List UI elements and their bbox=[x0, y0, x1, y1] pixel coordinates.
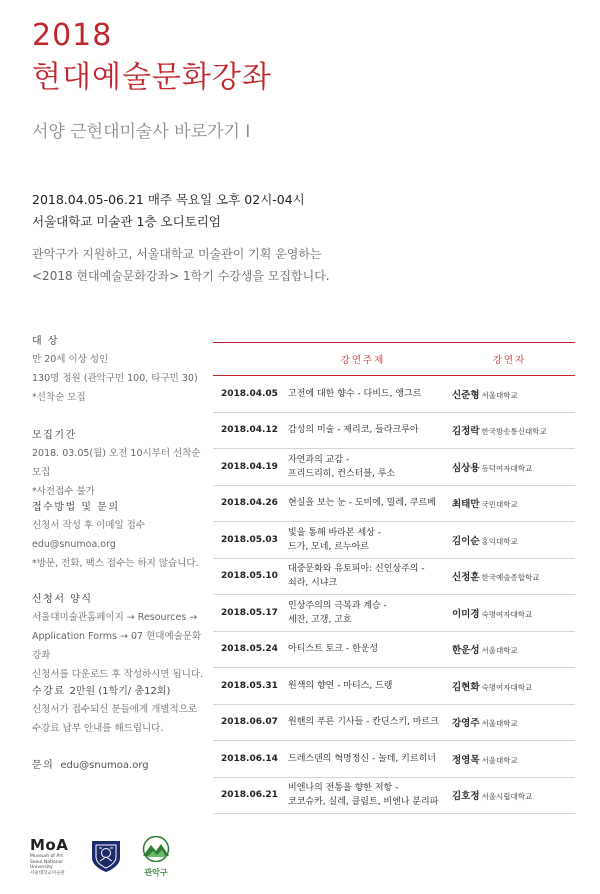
page-subtitle: 서양 근현대미술사 바로가기 Ⅰ bbox=[32, 122, 251, 142]
moa-logo-mark: MoA bbox=[30, 836, 69, 854]
info-fee-line: 신청서가 접수되신 분들에게 개별적으로 bbox=[32, 704, 198, 715]
schedule-lecturer bbox=[444, 558, 575, 595]
schedule-row bbox=[213, 741, 575, 778]
contact-email-link[interactable]: edu@snumoa.org bbox=[60, 760, 149, 771]
lecturer-name: 김이순 bbox=[452, 535, 480, 547]
schedule-row bbox=[213, 595, 575, 632]
schedule-header-topic: 강연주제 bbox=[282, 343, 444, 376]
schedule-row bbox=[213, 558, 575, 595]
moa-logo-sub: Seoul National University bbox=[30, 859, 63, 870]
schedule-row bbox=[213, 412, 575, 449]
schedule-lecturer bbox=[444, 741, 575, 778]
schedule-row bbox=[213, 777, 575, 814]
lecturer-name: 심상용 bbox=[452, 462, 480, 474]
schedule-topic-line: 세잔, 고갱, 고흐 bbox=[288, 614, 352, 625]
schedule-lecturer bbox=[444, 777, 575, 814]
schedule-header-date bbox=[213, 343, 282, 376]
info-form-line: 서울대미술관홈페이지 → Resources → bbox=[32, 612, 198, 623]
schedule-topic-line: 프리드리히, 컨스터블, 루소 bbox=[288, 468, 396, 479]
schedule-lecturer bbox=[444, 412, 575, 449]
info-form bbox=[32, 592, 207, 684]
schedule-topic bbox=[282, 485, 444, 522]
info-target bbox=[32, 334, 207, 407]
gwanak-logo bbox=[138, 836, 174, 878]
schedule-topic-line: 아티스트 토크 - 한운성 bbox=[288, 644, 379, 655]
schedule-lecturer bbox=[444, 376, 575, 413]
info-form-line: 신청서를 다운로드 후 작성하시면 됩니다. bbox=[32, 669, 204, 680]
schedule-lecturer bbox=[444, 485, 575, 522]
lecturer-name: 신준형 bbox=[452, 389, 480, 401]
schedule-date: 2018.06.14 bbox=[213, 741, 282, 778]
moa-logo-sub: Museum of Art bbox=[30, 854, 63, 859]
schedule-lecturer bbox=[444, 449, 575, 486]
schedule-row bbox=[213, 449, 575, 486]
info-target-line: 130명 정원 (관악구민 100, 타구민 30) bbox=[32, 373, 198, 384]
schedule-topic bbox=[282, 449, 444, 486]
schedule-date: 2018.06.07 bbox=[213, 704, 282, 741]
gwanak-mountain-icon bbox=[138, 836, 174, 862]
schedule-table bbox=[213, 342, 575, 814]
schedule-topic bbox=[282, 412, 444, 449]
lecturer-affiliation: 서울대학교 bbox=[481, 646, 518, 656]
lecturer-affiliation: 한국예술종합학교 bbox=[481, 573, 540, 583]
event-venue: 서울대학교 미술관 1층 오디토리엄 bbox=[32, 214, 221, 229]
schedule-topic-line: 쇠라, 시냐크 bbox=[288, 578, 338, 589]
lecturer-name: 한운성 bbox=[452, 645, 480, 657]
schedule-topic bbox=[282, 558, 444, 595]
page-title: 현대예술문화강좌 bbox=[32, 60, 272, 95]
info-fee-price: 2만원 (1학기/ 총12회) bbox=[69, 686, 171, 697]
info-period-line: *사전접수 불가 bbox=[32, 486, 95, 497]
schedule-body bbox=[213, 376, 575, 814]
schedule-topic bbox=[282, 631, 444, 668]
schedule-header-row bbox=[213, 343, 575, 376]
info-target-line: *선착순 모집 bbox=[32, 392, 86, 403]
intro-text-line1: 관악구가 지원하고, 서울대학교 미술관이 기획 운영하는 bbox=[32, 247, 322, 261]
schedule-row bbox=[213, 704, 575, 741]
schedule-lecturer bbox=[444, 595, 575, 632]
schedule-header-lecturer: 강연자 bbox=[444, 343, 575, 376]
schedule-topic-line: 비엔나의 전통을 향한 저항 - bbox=[288, 783, 399, 794]
schedule-date: 2018.04.12 bbox=[213, 412, 282, 449]
lecturer-name: 정영목 bbox=[452, 754, 480, 766]
lecturer-affiliation: 홍익대학교 bbox=[481, 536, 518, 546]
lecturer-name: 강영주 bbox=[452, 718, 480, 730]
schedule-lecturer bbox=[444, 522, 575, 559]
info-method-line: 신청서 작성 후 이메일 접수 bbox=[32, 520, 146, 531]
schedule-topic bbox=[282, 376, 444, 413]
event-datetime: 2018.04.05-06.21 매주 목요일 오후 02시-04시 bbox=[32, 192, 305, 207]
lecturer-name: 김현화 bbox=[452, 681, 480, 693]
schedule-topic-line: 현실을 보는 눈 - 도미에, 밀레, 쿠르베 bbox=[288, 498, 436, 509]
info-period-label: 모집기간 bbox=[32, 430, 77, 441]
info-form-label: 신청서 양식 bbox=[32, 594, 93, 605]
event-year: 2018 bbox=[32, 18, 113, 53]
schedule-topic-line: 코코슈카, 실레, 클림트, 비엔나 분리파 bbox=[288, 797, 439, 808]
lecturer-affiliation: 서울대학교 bbox=[481, 755, 518, 765]
schedule-topic-line: 감성의 미술 - 제리코, 들라크루아 bbox=[288, 425, 419, 436]
info-period-line: 2018. 03.05(월) 오전 10시부터 선착순 모집 bbox=[32, 448, 201, 478]
schedule-date: 2018.05.10 bbox=[213, 558, 282, 595]
info-fee-label-text: 수강료 bbox=[32, 686, 66, 697]
schedule-topic bbox=[282, 668, 444, 705]
schedule-topic bbox=[282, 777, 444, 814]
schedule-lecturer bbox=[444, 704, 575, 741]
info-method bbox=[32, 500, 207, 573]
info-method-line: *방문, 전화, 팩스 접수는 하지 않습니다. bbox=[32, 558, 199, 569]
lecturer-affiliation: 서울시립대학교 bbox=[481, 792, 533, 802]
schedule-topic-line: 드레스덴의 혁명정신 - 놀데, 키르히너 bbox=[288, 753, 436, 764]
lecturer-name: 최태만 bbox=[452, 499, 480, 511]
info-target-label: 대 상 bbox=[32, 336, 59, 347]
info-contact bbox=[32, 758, 207, 774]
info-contact-label-text: 문의 bbox=[32, 760, 55, 771]
lecturer-affiliation: 한국방송통신대학교 bbox=[481, 427, 547, 437]
info-contact-label bbox=[32, 758, 207, 774]
schedule-topic-line: 원색의 향연 - 마티스, 드랭 bbox=[288, 680, 393, 691]
lecturer-name: 신정훈 bbox=[452, 572, 480, 584]
lecturer-affiliation: 숙명여자대학교 bbox=[481, 682, 533, 692]
schedule-lecturer bbox=[444, 631, 575, 668]
schedule-topic-line: 원핸의 푸른 기사들 - 칸딘스키, 마르크 bbox=[288, 717, 439, 728]
gwanak-logo-text: 관악구 bbox=[144, 868, 168, 877]
schedule-topic bbox=[282, 595, 444, 632]
schedule-topic bbox=[282, 522, 444, 559]
info-fee bbox=[32, 684, 207, 738]
schedule-row bbox=[213, 376, 575, 413]
schedule-topic bbox=[282, 704, 444, 741]
schedule-topic-line: 빛을 통해 바라본 세상 - bbox=[288, 527, 381, 538]
info-fee-label bbox=[32, 684, 207, 700]
lecturer-name: 이미경 bbox=[452, 608, 480, 620]
info-period bbox=[32, 428, 207, 501]
info-form-line: Application Forms → 07 현대예술문화강좌 bbox=[32, 631, 202, 661]
info-target-line: 만 20세 이상 성인 bbox=[32, 354, 109, 365]
schedule-date: 2018.05.31 bbox=[213, 668, 282, 705]
schedule-topic-line: 대중문화와 유토피아: 신인상주의 - bbox=[288, 564, 425, 575]
schedule-date: 2018.05.17 bbox=[213, 595, 282, 632]
lecturer-affiliation: 동덕여자대학교 bbox=[481, 463, 533, 473]
lecturer-affiliation: 국민대학교 bbox=[481, 500, 518, 510]
schedule-topic-line: 드가, 모네, 르누아르 bbox=[288, 541, 369, 552]
schedule-date: 2018.06.21 bbox=[213, 777, 282, 814]
schedule-topic-line: 인상주의의 극복과 계승 - bbox=[288, 600, 387, 611]
moa-logo bbox=[30, 836, 86, 876]
moa-logo-sub: 서울대학교미술관 bbox=[30, 870, 65, 876]
schedule-lecturer bbox=[444, 668, 575, 705]
info-method-label: 접수방법 및 문의 bbox=[32, 502, 120, 513]
schedule-date: 2018.05.24 bbox=[213, 631, 282, 668]
schedule-date: 2018.04.26 bbox=[213, 485, 282, 522]
schedule-row bbox=[213, 668, 575, 705]
schedule-date: 2018.05.03 bbox=[213, 522, 282, 559]
schedule-topic-line: 자연과의 교감 - bbox=[288, 454, 350, 465]
contact-email[interactable]: edu@snumoa.org bbox=[32, 539, 116, 550]
schedule-date: 2018.04.19 bbox=[213, 449, 282, 486]
schedule-topic bbox=[282, 741, 444, 778]
schedule-row bbox=[213, 522, 575, 559]
lecturer-affiliation: 숙명여자대학교 bbox=[481, 609, 533, 619]
schedule-date: 2018.04.05 bbox=[213, 376, 282, 413]
schedule-row bbox=[213, 631, 575, 668]
lecturer-affiliation: 서울대학교 bbox=[481, 719, 518, 729]
info-fee-line: 수강료 납부 안내를 해드립니다. bbox=[32, 723, 164, 734]
schedule-row bbox=[213, 485, 575, 522]
lecturer-affiliation: 서울대학교 bbox=[481, 390, 518, 400]
schedule-topic-line: 고전에 대한 향수 - 다비드, 앵그르 bbox=[288, 388, 422, 399]
intro-text-line2: <2018 현대예술문화강좌> 1학기 수강생을 모집합니다. bbox=[32, 269, 330, 283]
lecturer-name: 김정락 bbox=[452, 426, 480, 438]
lecturer-name: 김호정 bbox=[452, 791, 480, 803]
snu-emblem-icon bbox=[88, 838, 124, 874]
